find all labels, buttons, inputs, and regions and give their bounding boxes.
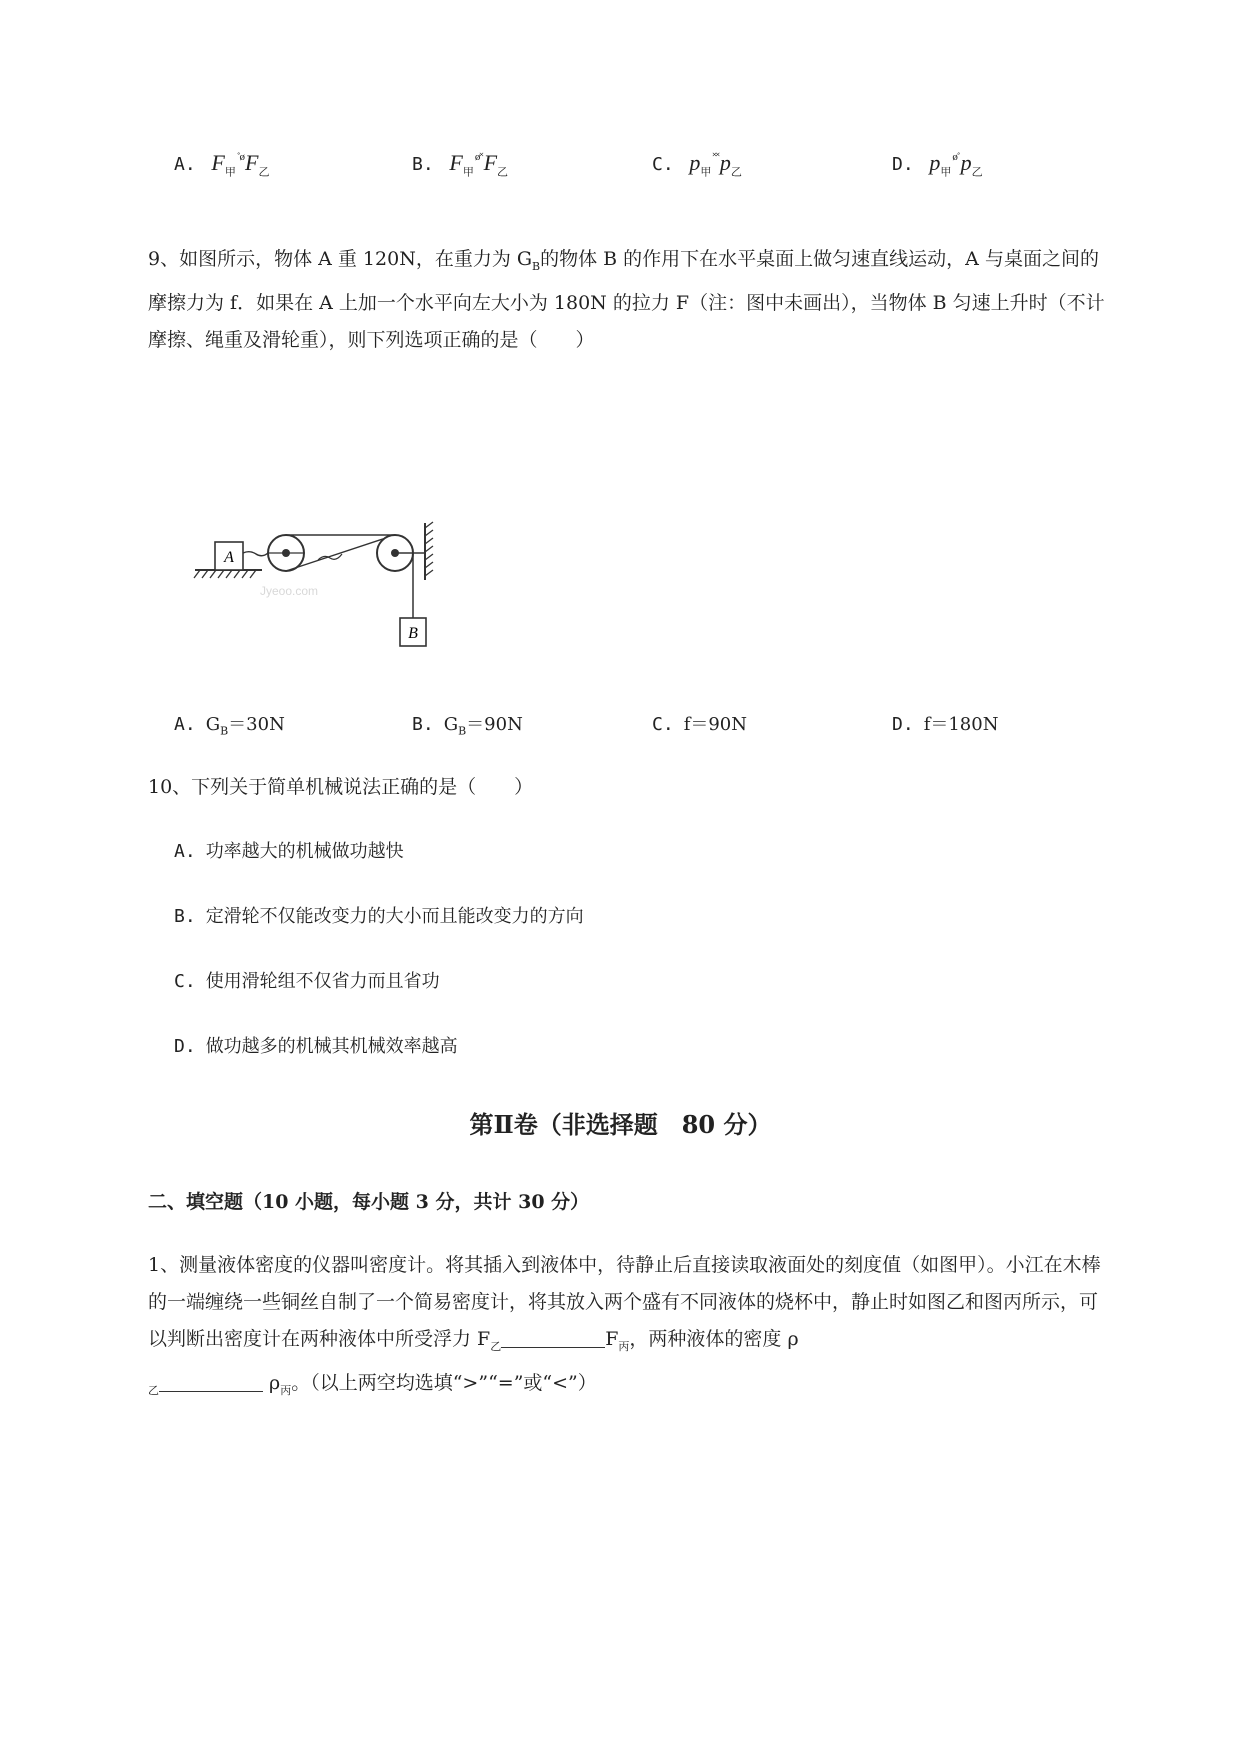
q8-option-a: A. $F_甲^{˚ø}F_乙$ <box>174 150 270 179</box>
q10-option-d: D. 做功越多的机械其机械效率越高 <box>174 1036 458 1057</box>
watermark: Jyeoo.com <box>260 584 319 598</box>
answer-blank-2[interactable] <box>159 1373 263 1392</box>
q9-option-a: A. $G_B=30N$ <box>174 714 285 738</box>
part-heading: 二、填空题（10 小题，每小题 3 分，共计 30 分） <box>148 1191 590 1213</box>
q9-option-c: C. f＝90N <box>652 714 748 735</box>
comparison-mark: ˟˟ <box>712 151 719 163</box>
q10-stem: 10、下列关于简单机械说法正确的是（ ） <box>148 776 534 798</box>
q10-option-c: C. 使用滑轮组不仅省力而且省功 <box>174 971 440 992</box>
q10-option-a: A. 功率越大的机械做功越快 <box>174 841 404 862</box>
comparison-mark: ø˟ <box>474 151 483 163</box>
q8-option-d: D. $p_甲^{ø˚}p_乙$ <box>892 150 983 179</box>
q8-option-b: B. $F_甲^{ø˟}F_乙$ <box>412 150 509 179</box>
comparison-mark: ø˚ <box>952 151 960 163</box>
block-a-label: A <box>224 549 234 566</box>
q9-option-d: D. f＝180N <box>892 714 999 735</box>
q10-option-b: B. 定滑轮不仅能改变力的大小而且能改变力的方向 <box>174 906 584 927</box>
section-title: 第Ⅱ卷（非选择题 80 分） <box>469 1110 772 1139</box>
q9-stem: 9、如图所示，物体 A 重 120N，在重力为 $G_B$的物体 B 的作用下在水平桌面上做匀速直线运动，A 与桌面之间的摩擦力为 f．如果在 A 上加一个水平向左大小为 180N 的拉力 F（注：图中未画出），当物体 B 匀速上升时（不计摩擦、绳重及滑轮重），则下列选项正确的是（ ） <box>148 248 1105 351</box>
fill-question-1: 1、测量液体密度的仪器叫密度计。将其插入到液体中，待静止后直接读取液面处的刻度值（如图甲）。小江在木棒的一端缠绕一些铜丝自制了一个简易密度计，将其放入两个盛有不同液体的烧杯中，静止时如图乙和图丙所示，可以判断出密度计在两种液体中所受浮力 $F_乙$ $F_丙$，两种液体的密度 ρ $_乙$ $\rho_丙$。（以上两空均选填“>”“=”或“<”） <box>148 1254 1101 1397</box>
q9-option-b: B. $G_B=90N$ <box>412 714 523 738</box>
pulley-figure <box>190 520 450 660</box>
q8-option-c: C. $p_甲^{˟˟}p_乙$ <box>652 150 742 179</box>
block-b-label: B <box>408 625 418 642</box>
comparison-mark: ˚ø <box>236 151 245 163</box>
answer-blank-1[interactable] <box>501 1329 605 1348</box>
